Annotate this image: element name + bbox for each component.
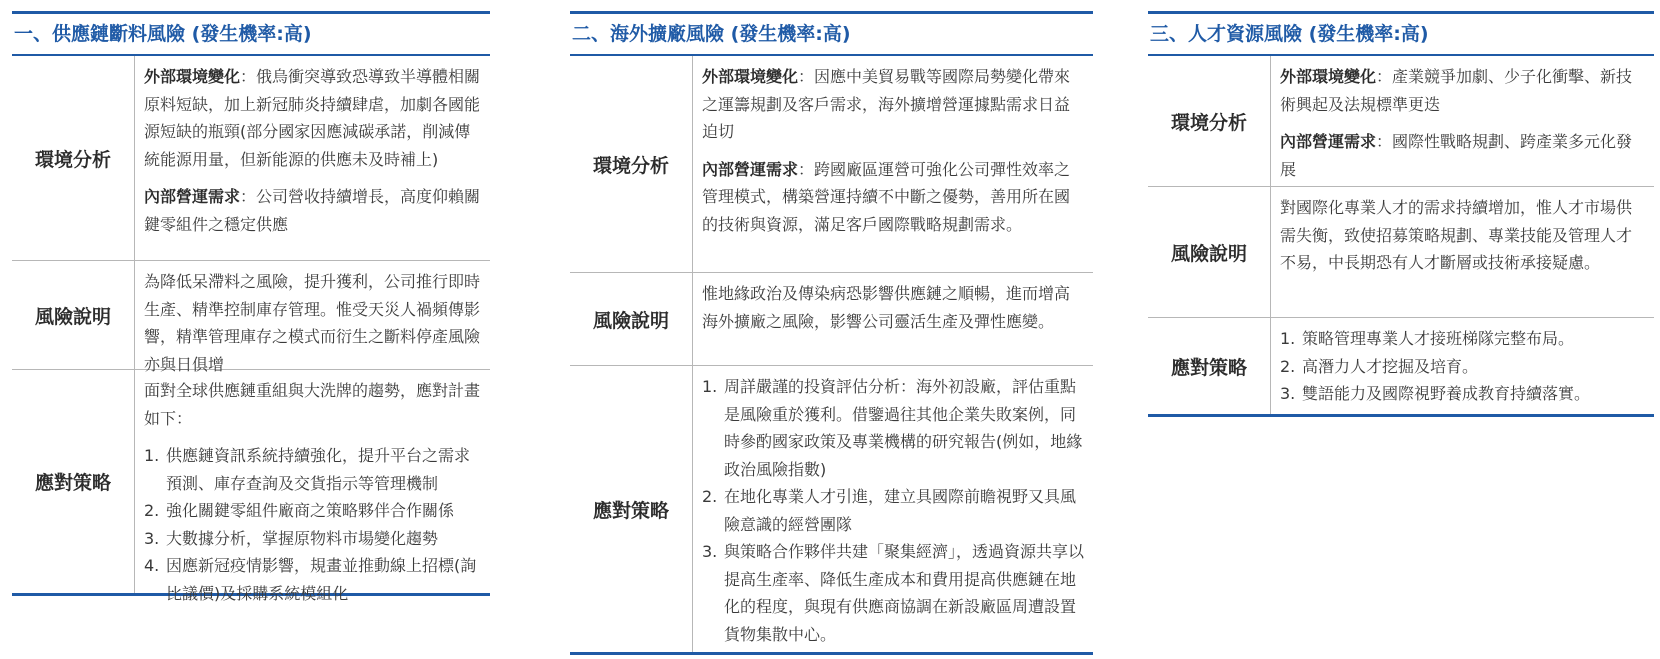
row-body	[135, 370, 490, 603]
card-title: 三、人才資源風險 (發生機率:高)	[1148, 14, 1654, 56]
strategy-list	[1280, 325, 1646, 408]
list-item	[144, 552, 482, 607]
strategy-list	[702, 373, 1085, 648]
row-label: 應對策略	[1148, 318, 1271, 414]
row-body	[1271, 318, 1654, 414]
row-risk	[570, 273, 1093, 366]
internal-label: 內部營運需求	[702, 159, 799, 179]
item-text: 供應鏈資訊系統持續強化，提升平台之需求預測、庫存查詢及交貨指示等管理機制	[166, 446, 471, 493]
item-number: 3.	[144, 528, 160, 548]
internal-paragraph	[702, 156, 1085, 239]
item-number: 3.	[1280, 384, 1296, 403]
internal-text: ：公司營收持續增長，高度仰賴關鍵零組件之穩定供應	[144, 187, 481, 234]
row-label: 應對策略	[570, 366, 693, 652]
item-text: 強化關鍵零組件廠商之策略夥伴合作關係	[166, 501, 455, 520]
row-label: 風險說明	[570, 273, 693, 365]
list-item	[1280, 353, 1646, 381]
row-body	[135, 261, 490, 374]
row-body	[1271, 187, 1654, 317]
row-environment	[570, 56, 1093, 273]
row-label: 環境分析	[12, 56, 135, 260]
row-body	[693, 273, 1093, 365]
external-paragraph	[1280, 63, 1646, 118]
row-body	[693, 56, 1093, 272]
item-number: 1.	[1280, 329, 1296, 348]
list-item	[1280, 325, 1646, 353]
item-text: 大數據分析，掌握原物料市場變化趨勢	[166, 528, 439, 548]
item-number: 1.	[702, 377, 718, 396]
external-text: ：俄烏衝突導致恐導致半導體相關原料短缺，加上新冠肺炎持續肆虐，加劇各國能源短缺的瓶頸(部分國家因應減碳承諾，削減傳統能源用量，但新能源的供應未及時補上)	[144, 67, 481, 169]
row-body	[135, 56, 490, 260]
list-item	[1280, 380, 1646, 408]
row-strategy	[12, 370, 490, 603]
row-strategy	[1148, 318, 1654, 417]
item-number: 3.	[702, 542, 718, 561]
external-paragraph	[702, 63, 1085, 146]
item-text: 策略管理專業人才接班梯隊完整布局。	[1302, 329, 1575, 348]
row-label: 風險說明	[1148, 187, 1271, 317]
list-item	[144, 525, 482, 553]
list-item	[702, 373, 1085, 483]
strategy-list	[144, 442, 482, 607]
internal-text: ：國際性戰略規劃、跨產業多元化發展	[1280, 132, 1633, 179]
list-item	[702, 538, 1085, 648]
risk-card-talent	[1148, 11, 1654, 417]
row-label: 環境分析	[570, 56, 693, 272]
list-item	[144, 497, 482, 525]
item-text: 與策略合作夥伴共建「聚集經濟」，透過資源共享以提高生產率、降低生產成本和費用提高供應鏈在地化的程度，與現有供應商協調在新設廠區周遭設置貨物集散中心。	[724, 542, 1085, 644]
external-text: ：產業競爭加劇、少子化衝擊、新技術興起及法規標準更迭	[1280, 67, 1633, 114]
item-text: 周詳嚴謹的投資評估分析：海外初設廠，評估重點是風險重於獲利。借鑒過往其他企業失敗案例，同時參酌國家政策及專業機構的研究報告(例如，地緣政治風險指數)	[724, 377, 1083, 479]
card-title: 一、供應鏈斷料風險 (發生機率:高)	[12, 14, 490, 56]
item-text: 雙語能力及國際視野養成教育持續落實。	[1302, 384, 1591, 403]
strategy-lead: 面對全球供應鏈重組與大洗牌的趨勢，應對計畫如下：	[144, 381, 481, 428]
row-environment	[1148, 56, 1654, 187]
item-text: 因應新冠疫情影響，規畫並推動線上招標(詢比議價)及採購系統模組化	[166, 556, 477, 603]
card-title: 二、海外擴廠風險 (發生機率:高)	[570, 14, 1093, 56]
internal-paragraph	[1280, 128, 1646, 183]
risk-card-supply-chain	[12, 11, 490, 603]
row-label: 風險說明	[12, 261, 135, 369]
item-number: 1.	[144, 446, 160, 465]
item-number: 2.	[702, 487, 718, 506]
external-text: ：因應中美貿易戰等國際局勢變化帶來之運籌規劃及客戶需求，海外擴增營運據點需求日益迫切	[702, 67, 1071, 141]
row-body	[1271, 56, 1654, 186]
risk-card-overseas-expansion	[570, 11, 1093, 655]
external-label: 外部環境變化	[702, 67, 799, 86]
item-number: 4.	[144, 556, 160, 575]
row-environment	[12, 56, 490, 261]
row-label: 環境分析	[1148, 56, 1271, 186]
risk-text: 對國際化專業人才的需求持續增加，惟人才市場供需失衡，致使招募策略規劃、專業技能及管理人才不易，中長期恐有人才斷層或技術承接疑慮。	[1280, 198, 1633, 272]
external-paragraph	[144, 63, 482, 173]
row-body	[693, 366, 1093, 652]
list-item	[144, 442, 482, 497]
internal-text: ：跨國廠區運營可強化公司彈性效率之管理模式，構築營運持續不中斷之優勢，善用所在國的技術與資源，滿足客戶國際戰略規劃需求。	[702, 159, 1071, 234]
item-number: 2.	[1280, 356, 1296, 376]
internal-paragraph	[144, 183, 482, 238]
internal-label: 內部營運需求	[1280, 132, 1377, 151]
item-number: 2.	[144, 501, 160, 520]
row-risk	[1148, 187, 1654, 318]
row-risk	[12, 261, 490, 374]
row-strategy	[570, 366, 1093, 655]
risk-text: 為降低呆滯料之風險，提升獲利，公司推行即時生產、精準控制庫存管理。惟受天災人禍頻傳影響，精準管理庫存之模式而衍生之斷料停產風險亦與日俱增	[144, 272, 481, 374]
row-label: 應對策略	[12, 370, 135, 593]
external-label: 外部環境變化	[144, 67, 241, 86]
external-label: 外部環境變化	[1280, 67, 1377, 86]
item-text: 高潛力人才挖掘及培育。	[1302, 356, 1479, 376]
internal-label: 內部營運需求	[144, 187, 241, 206]
list-item	[702, 483, 1085, 538]
item-text: 在地化專業人才引進，建立具國際前瞻視野又具風險意識的經營團隊	[724, 487, 1077, 534]
risk-text: 惟地緣政治及傳染病恐影響供應鏈之順暢，進而增高海外擴廠之風險，影響公司靈活生產及彈性應變。	[702, 284, 1071, 331]
